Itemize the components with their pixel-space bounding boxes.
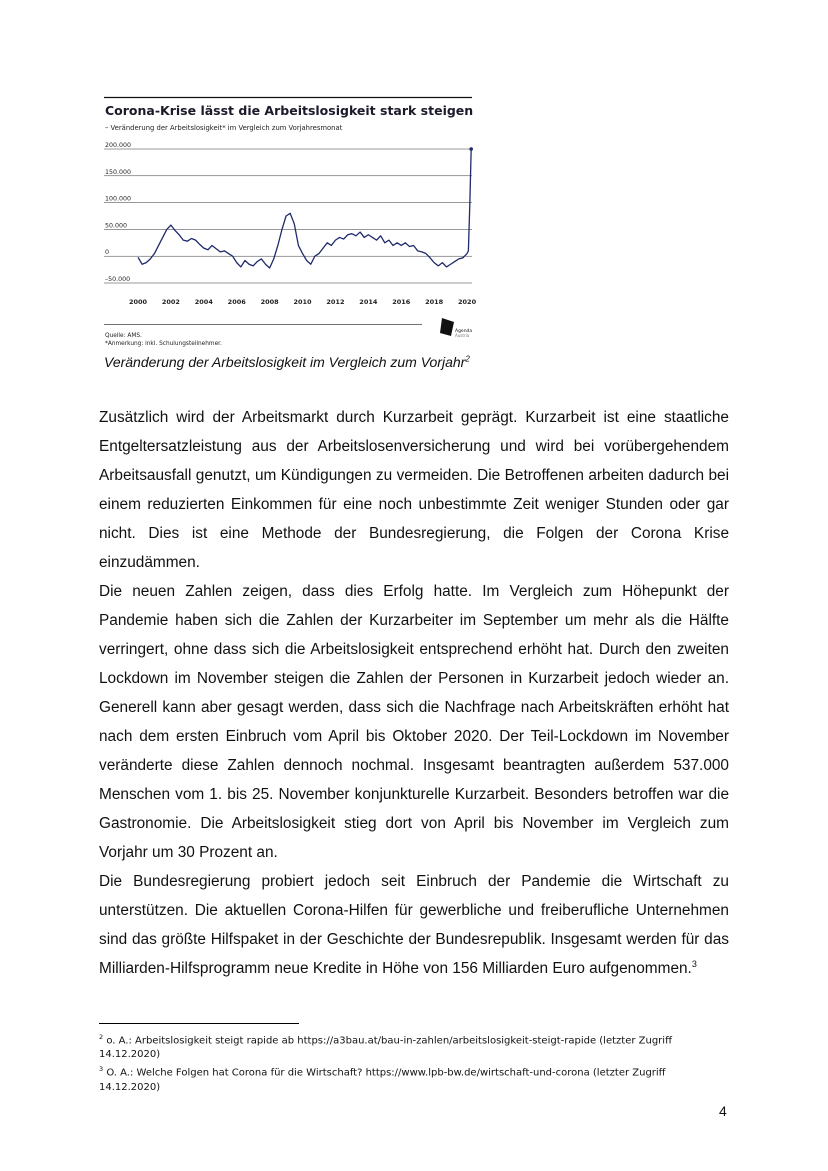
x-tick-label: 2010 [293, 298, 312, 306]
footnote-2 [99, 1030, 729, 1062]
x-tick-label: 2008 [260, 298, 279, 306]
footnotes [99, 1030, 729, 1095]
body-text [99, 403, 729, 983]
series-line [138, 149, 471, 268]
svg-text:Austria: Austria [455, 333, 470, 338]
x-tick-label: 2006 [227, 298, 246, 306]
x-tick-label: 2016 [392, 298, 411, 306]
caption-footnote-ref: 2 [465, 354, 470, 364]
footnote-separator [99, 1023, 299, 1024]
line-chart [104, 96, 476, 352]
caption-text: Veränderung der Arbeitslosigkeit im Vergleich zum Vorjahr [104, 354, 466, 370]
page-number: 4 [719, 1103, 727, 1119]
svg-text:Agenda: Agenda [455, 329, 473, 334]
y-tick-label: –50.000 [105, 276, 131, 283]
x-tick-label: 2002 [161, 298, 180, 306]
y-tick-label: 100.000 [105, 195, 132, 203]
grid [104, 149, 472, 283]
y-tick-labels [105, 142, 131, 283]
footnote-number: 2 [99, 1033, 104, 1041]
footnote-text: O. A.: Welche Folgen hat Corona für die Wirtschaft? https://www.lpb-bw.de/wirtschaft-und-corona (letzter Zugriff 14.12.2020) [99, 1067, 666, 1093]
x-tick-label: 2004 [194, 298, 213, 306]
x-tick-labels [129, 298, 476, 306]
x-tick-label: 2012 [326, 298, 345, 306]
paragraph-3 [99, 867, 729, 983]
agenda-austria-logo [440, 318, 472, 338]
chart-source: Quelle: AMS. [105, 333, 142, 339]
chart-subtitle: – Veränderung der Arbeitslosigkeit* im Vergleich zum Vorjahresmonat [105, 124, 343, 132]
chart-title: Corona-Krise lässt die Arbeitslosigkeit stark steigen [105, 103, 474, 118]
paragraph-3-footnote-ref: 3 [691, 958, 697, 969]
y-tick-label: 200.000 [105, 142, 132, 149]
footnote-3 [99, 1062, 729, 1094]
y-tick-label: 150.000 [105, 168, 132, 176]
figure-caption [104, 354, 584, 370]
paragraph-2: Die neuen Zahlen zeigen, dass dies Erfolg hatte. Im Vergleich zum Höhepunkt der Pandemie haben sich die Zahlen der Kurzarbeiter im September um mehr als die Hälfte verringert, ohne dass sich die Arbeitslosigkeit entsprechend erhöht hat. Durch den zweiten Lockdown im November steigen die Zahlen der Personen in Kurzarbeit jedoch wieder an. Generell kann aber gesagt werden, dass sich die Nachfrage nach Arbeitskräften erhöht hat nach dem ersten Einbruch vom April bis Oktober 2020. Der Teil-Lockdown im November veränderte diese Zahlen dennoch nochmal. Insgesamt beantragten außerdem 537.000 Menschen vom 1. bis 25. November konjunkturelle Kurzarbeit. Besonders betroffen war die Gastronomie. Die Arbeitslosigkeit stieg dort von April bis November im Vergleich zum Vorjahr um 30 Prozent an. [99, 583, 729, 861]
y-tick-label: 50.000 [105, 222, 128, 230]
footnote-text: o. A.: Arbeitslosigkeit steigt rapide ab https://a3bau.at/bau-in-zahlen/arbeitslosigkeit-steigt-rapide (letzter Zugriff 14.12.2020) [99, 1035, 672, 1061]
paragraph-1: Zusätzlich wird der Arbeitsmarkt durch Kurzarbeit geprägt. Kurzarbeit ist eine staatliche Entgeltersatzleistung aus der Arbeitslosenversicherung und wird bei vorübergehendem Arbeitsausfall genutzt, um Kündigungen zu vermeiden. Die Betroffenen arbeiten dadurch bei einem reduzierten Einkommen für eine noch unbestimmte Zeit weniger Stunden oder gar nicht. Dies ist eine Methode der Bundesregierung, die Folgen der Corona Krise einzudämmen. [99, 409, 729, 571]
series-end-marker [469, 147, 473, 151]
chart-figure [104, 96, 476, 352]
paragraph-3-text: Die Bundesregierung probiert jedoch seit Einbruch der Pandemie die Wirtschaft zu unterstützen. Die aktuellen Corona-Hilfen für gewerbliche und freiberufliche Unternehmen sind das größte Hilfspaket in der Geschichte der Bundesrepublik. Insgesamt werden für das Milliarden-Hilfsprogramm neue Kredite in Höhe von 156 Milliarden Euro aufgenommen. [99, 873, 729, 977]
chart-note: *Anmerkung: inkl. Schulungsteilnehmer. [105, 341, 222, 347]
x-tick-label: 2014 [359, 298, 378, 306]
x-tick-label: 2000 [128, 298, 148, 306]
x-tick-label: 2020 [458, 298, 476, 306]
y-tick-label: 0 [105, 249, 110, 257]
footnote-number: 3 [99, 1065, 104, 1074]
x-tick-label: 2018 [425, 298, 444, 306]
